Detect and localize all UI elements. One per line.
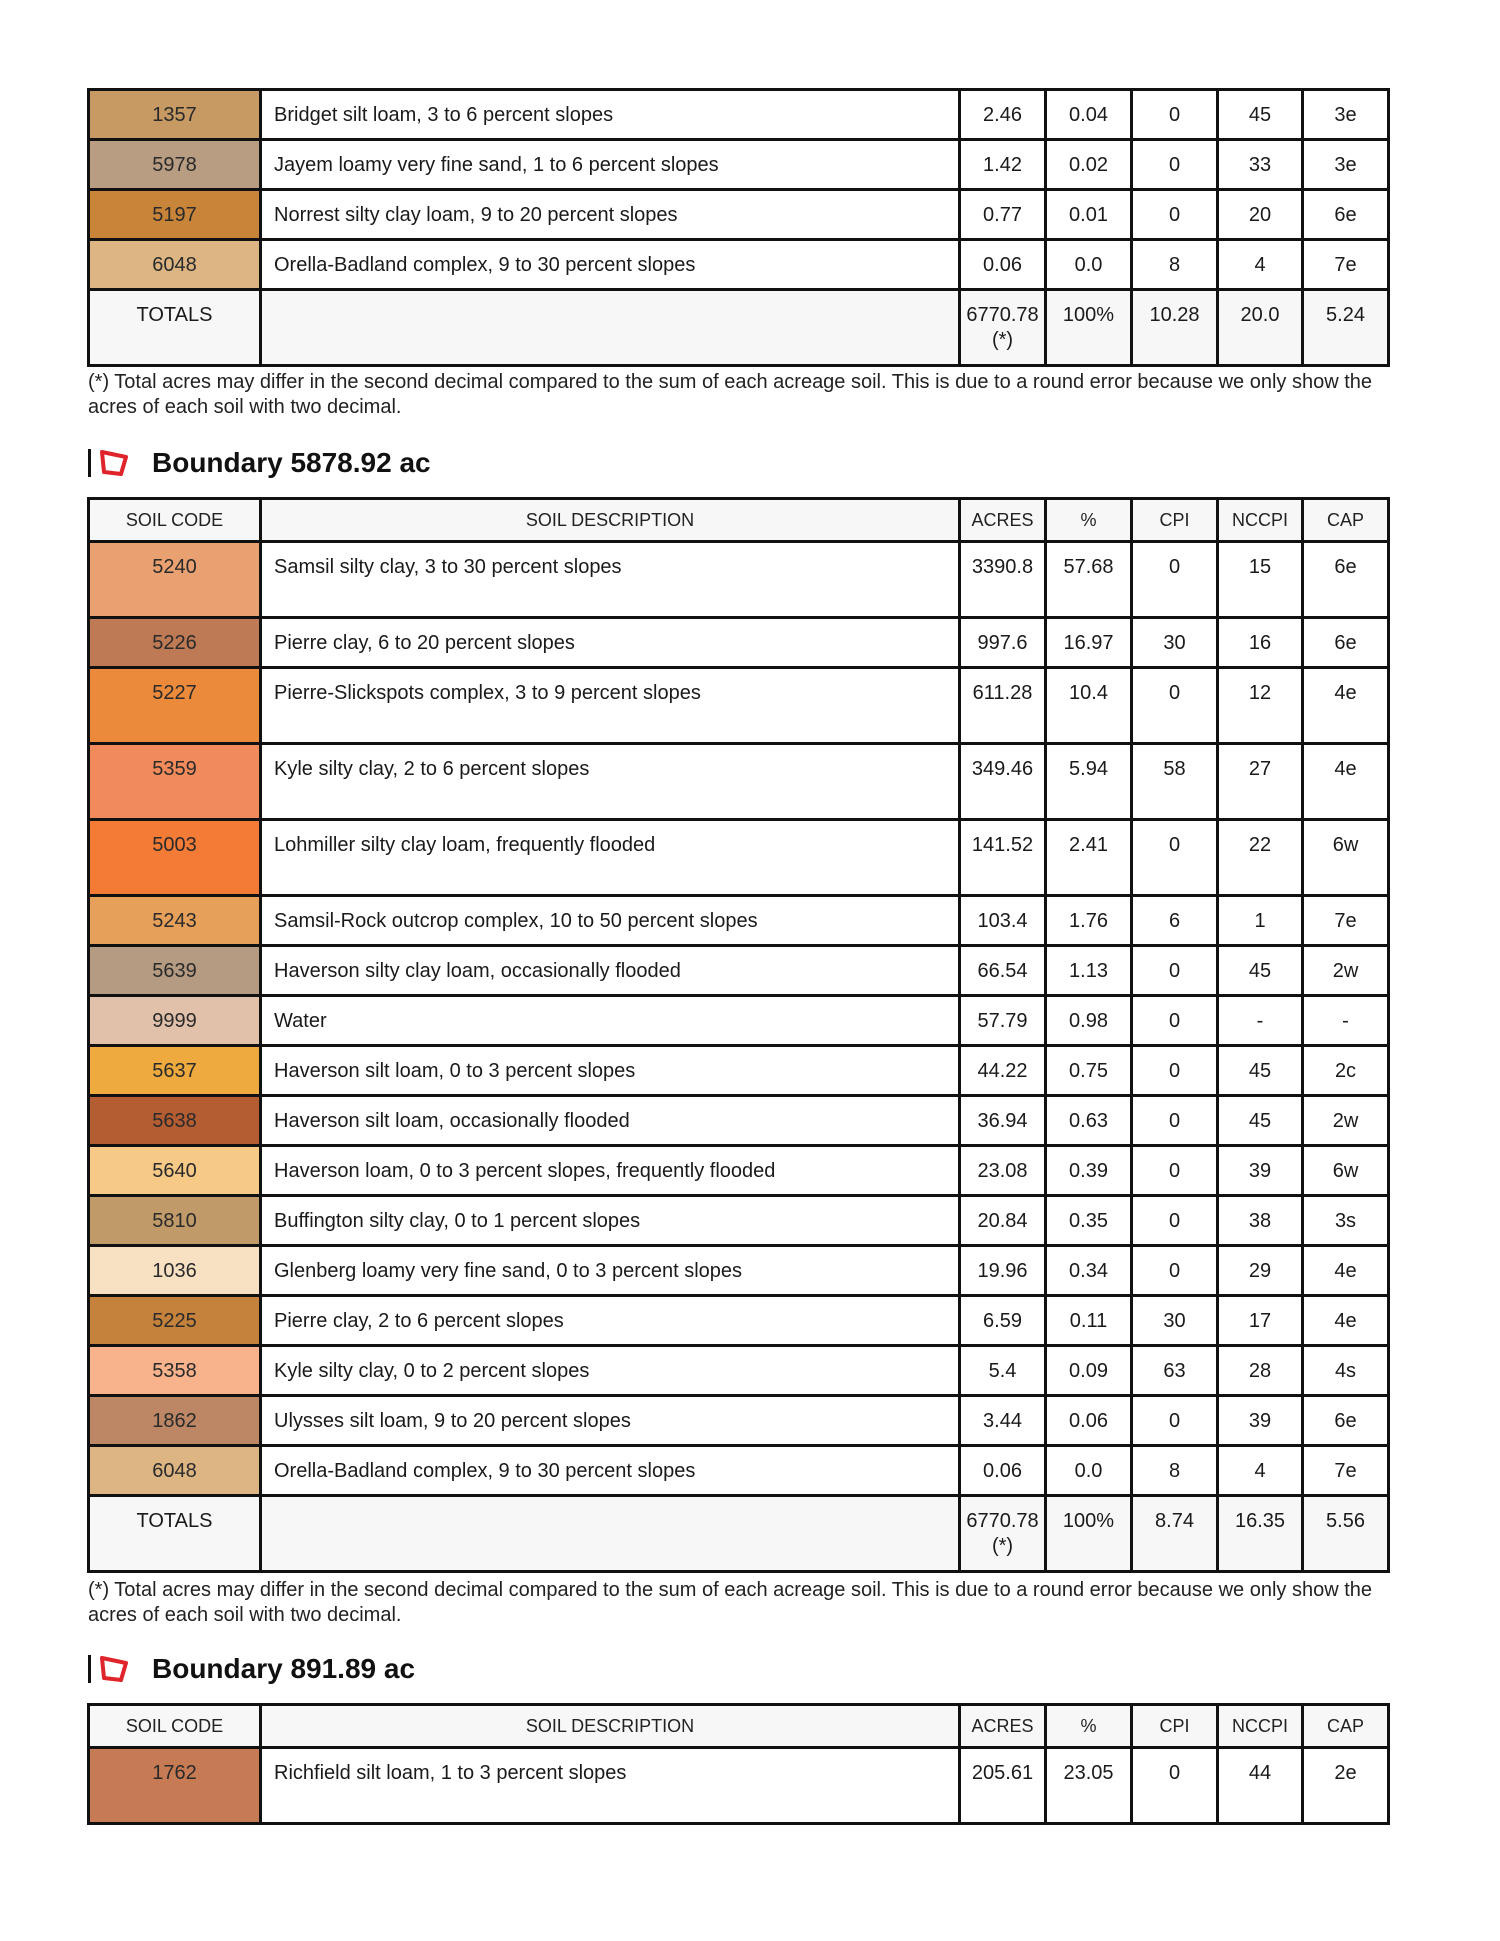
nccpi-cell: 44 bbox=[1218, 1748, 1303, 1824]
col-header-nccpi: NCCPI bbox=[1218, 1705, 1303, 1748]
boundary-polygon-icon bbox=[98, 1654, 132, 1684]
nccpi-cell: 16 bbox=[1218, 618, 1303, 668]
percent-cell: 23.05 bbox=[1046, 1748, 1132, 1824]
cpi-cell: 8 bbox=[1132, 240, 1218, 290]
table-row bbox=[89, 744, 1389, 820]
table-row bbox=[89, 946, 1389, 996]
cap-cell: 6e bbox=[1303, 190, 1389, 240]
cpi-cell: 30 bbox=[1132, 1296, 1218, 1346]
soil-description-cell: Samsil-Rock outcrop complex, 10 to 50 percent slopes bbox=[261, 896, 960, 946]
soil-description-cell: Orella-Badland complex, 9 to 30 percent slopes bbox=[261, 1446, 960, 1496]
acres-cell: 3390.8 bbox=[960, 542, 1046, 618]
cpi-cell: 6 bbox=[1132, 896, 1218, 946]
table-row bbox=[89, 1396, 1389, 1446]
percent-cell: 5.94 bbox=[1046, 744, 1132, 820]
soil-description-cell: Kyle silty clay, 0 to 2 percent slopes bbox=[261, 1346, 960, 1396]
percent-cell: 0.06 bbox=[1046, 1396, 1132, 1446]
totals-percent: 100% bbox=[1046, 290, 1132, 366]
col-header-cpi: CPI bbox=[1132, 499, 1218, 542]
soil-description-cell: Norrest silty clay loam, 9 to 20 percent slopes bbox=[261, 190, 960, 240]
soil-code-cell: 5197 bbox=[89, 190, 261, 240]
percent-cell: 1.76 bbox=[1046, 896, 1132, 946]
nccpi-cell: 39 bbox=[1218, 1146, 1303, 1196]
cap-cell: 4e bbox=[1303, 1296, 1389, 1346]
col-header-cap: CAP bbox=[1303, 1705, 1389, 1748]
totals-acres: 6770.78(*) bbox=[960, 1496, 1046, 1572]
table-row bbox=[89, 190, 1389, 240]
acres-cell: 141.52 bbox=[960, 820, 1046, 896]
soil-description-cell: Bridget silt loam, 3 to 6 percent slopes bbox=[261, 90, 960, 140]
soil-description-cell: Jayem loamy very fine sand, 1 to 6 percent slopes bbox=[261, 140, 960, 190]
acres-cell: 0.77 bbox=[960, 190, 1046, 240]
cpi-cell: 0 bbox=[1132, 90, 1218, 140]
col-header-soil-code: SOIL CODE bbox=[89, 499, 261, 542]
nccpi-cell: 33 bbox=[1218, 140, 1303, 190]
nccpi-cell: 45 bbox=[1218, 90, 1303, 140]
percent-cell: 0.0 bbox=[1046, 240, 1132, 290]
boundary-title: Boundary 891.89 ac bbox=[152, 1653, 416, 1684]
cap-cell: 4s bbox=[1303, 1346, 1389, 1396]
cpi-cell: 0 bbox=[1132, 1748, 1218, 1824]
col-header-soil-description: SOIL DESCRIPTION bbox=[261, 499, 960, 542]
soil-code-cell: 5243 bbox=[89, 896, 261, 946]
table-row bbox=[89, 1748, 1389, 1824]
nccpi-cell: 28 bbox=[1218, 1346, 1303, 1396]
soil-code-cell: 5240 bbox=[89, 542, 261, 618]
nccpi-cell: 20 bbox=[1218, 190, 1303, 240]
percent-cell: 0.02 bbox=[1046, 140, 1132, 190]
boundary-polygon-icon bbox=[98, 448, 132, 478]
table-row bbox=[89, 240, 1389, 290]
table-row bbox=[89, 896, 1389, 946]
cpi-cell: 0 bbox=[1132, 1246, 1218, 1296]
soil-code-cell: 1036 bbox=[89, 1246, 261, 1296]
acres-cell: 6.59 bbox=[960, 1296, 1046, 1346]
totals-nccpi: 16.35 bbox=[1218, 1496, 1303, 1572]
nccpi-cell: 29 bbox=[1218, 1246, 1303, 1296]
cap-cell: 2w bbox=[1303, 946, 1389, 996]
col-header-percent: % bbox=[1046, 499, 1132, 542]
acres-cell: 20.84 bbox=[960, 1196, 1046, 1246]
totals-acres: 6770.78(*) bbox=[960, 290, 1046, 366]
soil-table-boundary-5878 bbox=[87, 497, 1390, 1573]
soil-description-cell: Buffington silty clay, 0 to 1 percent slopes bbox=[261, 1196, 960, 1246]
nccpi-cell: 4 bbox=[1218, 240, 1303, 290]
soil-description-cell: Haverson silt loam, 0 to 3 percent slopes bbox=[261, 1046, 960, 1096]
cpi-cell: 30 bbox=[1132, 618, 1218, 668]
soil-description-cell: Lohmiller silty clay loam, frequently flooded bbox=[261, 820, 960, 896]
cap-cell: 6w bbox=[1303, 820, 1389, 896]
soil-code-cell: 5638 bbox=[89, 1096, 261, 1146]
soil-code-cell: 5637 bbox=[89, 1046, 261, 1096]
percent-cell: 2.41 bbox=[1046, 820, 1132, 896]
cap-cell: - bbox=[1303, 996, 1389, 1046]
boundary-heading bbox=[88, 1651, 415, 1687]
table-row bbox=[89, 1296, 1389, 1346]
col-header-cpi: CPI bbox=[1132, 1705, 1218, 1748]
acres-cell: 2.46 bbox=[960, 90, 1046, 140]
cpi-cell: 0 bbox=[1132, 542, 1218, 618]
soil-description-cell: Pierre-Slickspots complex, 3 to 9 percent slopes bbox=[261, 668, 960, 744]
totals-cpi: 10.28 bbox=[1132, 290, 1218, 366]
table-row bbox=[89, 1196, 1389, 1246]
totals-description bbox=[261, 290, 960, 366]
acres-cell: 997.6 bbox=[960, 618, 1046, 668]
percent-cell: 0.0 bbox=[1046, 1446, 1132, 1496]
soil-table-body bbox=[89, 1748, 1389, 1824]
cpi-cell: 58 bbox=[1132, 744, 1218, 820]
cap-cell: 7e bbox=[1303, 1446, 1389, 1496]
acres-cell: 23.08 bbox=[960, 1146, 1046, 1196]
cap-cell: 6e bbox=[1303, 618, 1389, 668]
col-header-acres: ACRES bbox=[960, 499, 1046, 542]
totals-nccpi: 20.0 bbox=[1218, 290, 1303, 366]
cpi-cell: 0 bbox=[1132, 946, 1218, 996]
percent-cell: 10.4 bbox=[1046, 668, 1132, 744]
acres-cell: 36.94 bbox=[960, 1096, 1046, 1146]
cap-cell: 2c bbox=[1303, 1046, 1389, 1096]
percent-cell: 0.34 bbox=[1046, 1246, 1132, 1296]
soil-code-cell: 5810 bbox=[89, 1196, 261, 1246]
footnote: (*) Total acres may differ in the second decimal compared to the sum of each acreage soil. This is due to a round error because we only show the acres of each soil with two decimal. bbox=[88, 1579, 1373, 1626]
table-row bbox=[89, 90, 1389, 140]
cpi-cell: 0 bbox=[1132, 1396, 1218, 1446]
soil-description-cell: Orella-Badland complex, 9 to 30 percent slopes bbox=[261, 240, 960, 290]
table-row bbox=[89, 1346, 1389, 1396]
soil-description-cell: Haverson loam, 0 to 3 percent slopes, frequently flooded bbox=[261, 1146, 960, 1196]
cpi-cell: 63 bbox=[1132, 1346, 1218, 1396]
soil-description-cell: Samsil silty clay, 3 to 30 percent slopes bbox=[261, 542, 960, 618]
acres-cell: 611.28 bbox=[960, 668, 1046, 744]
acres-cell: 66.54 bbox=[960, 946, 1046, 996]
soil-description-cell: Ulysses silt loam, 9 to 20 percent slopes bbox=[261, 1396, 960, 1446]
soil-code-cell: 5226 bbox=[89, 618, 261, 668]
soil-code-cell: 5358 bbox=[89, 1346, 261, 1396]
soil-table-continued bbox=[87, 88, 1390, 367]
table-row bbox=[89, 1096, 1389, 1146]
soil-code-cell: 6048 bbox=[89, 1446, 261, 1496]
percent-cell: 0.11 bbox=[1046, 1296, 1132, 1346]
cap-cell: 4e bbox=[1303, 1246, 1389, 1296]
cap-cell: 3s bbox=[1303, 1196, 1389, 1246]
soil-code-cell: 6048 bbox=[89, 240, 261, 290]
percent-cell: 0.35 bbox=[1046, 1196, 1132, 1246]
soil-code-cell: 5227 bbox=[89, 668, 261, 744]
acres-cell: 1.42 bbox=[960, 140, 1046, 190]
nccpi-cell: 1 bbox=[1218, 896, 1303, 946]
nccpi-cell: 22 bbox=[1218, 820, 1303, 896]
percent-cell: 0.39 bbox=[1046, 1146, 1132, 1196]
percent-cell: 0.04 bbox=[1046, 90, 1132, 140]
table-row bbox=[89, 618, 1389, 668]
heading-divider bbox=[88, 1655, 91, 1683]
cap-cell: 4e bbox=[1303, 668, 1389, 744]
cap-cell: 6e bbox=[1303, 542, 1389, 618]
col-header-cap: CAP bbox=[1303, 499, 1389, 542]
nccpi-cell: 4 bbox=[1218, 1446, 1303, 1496]
soil-description-cell: Glenberg loamy very fine sand, 0 to 3 percent slopes bbox=[261, 1246, 960, 1296]
totals-row bbox=[89, 1496, 1389, 1572]
acres-cell: 57.79 bbox=[960, 996, 1046, 1046]
cpi-cell: 0 bbox=[1132, 140, 1218, 190]
table-row bbox=[89, 1246, 1389, 1296]
soil-table-body bbox=[89, 542, 1389, 1572]
col-header-soil-description: SOIL DESCRIPTION bbox=[261, 1705, 960, 1748]
totals-description bbox=[261, 1496, 960, 1572]
nccpi-cell: 27 bbox=[1218, 744, 1303, 820]
cap-cell: 4e bbox=[1303, 744, 1389, 820]
cap-cell: 7e bbox=[1303, 240, 1389, 290]
nccpi-cell: 45 bbox=[1218, 1096, 1303, 1146]
acres-cell: 5.4 bbox=[960, 1346, 1046, 1396]
soil-code-cell: 9999 bbox=[89, 996, 261, 1046]
acres-cell: 19.96 bbox=[960, 1246, 1046, 1296]
boundary-heading bbox=[88, 445, 431, 481]
soil-description-cell: Pierre clay, 6 to 20 percent slopes bbox=[261, 618, 960, 668]
table-row bbox=[89, 1446, 1389, 1496]
totals-percent: 100% bbox=[1046, 1496, 1132, 1572]
nccpi-cell: 12 bbox=[1218, 668, 1303, 744]
nccpi-cell: 45 bbox=[1218, 1046, 1303, 1096]
cap-cell: 3e bbox=[1303, 90, 1389, 140]
soil-table-boundary-891 bbox=[87, 1703, 1390, 1825]
nccpi-cell: 38 bbox=[1218, 1196, 1303, 1246]
cpi-cell: 8 bbox=[1132, 1446, 1218, 1496]
cap-cell: 2e bbox=[1303, 1748, 1389, 1824]
soil-code-cell: 5003 bbox=[89, 820, 261, 896]
table-row bbox=[89, 1146, 1389, 1196]
soil-description-cell: Pierre clay, 2 to 6 percent slopes bbox=[261, 1296, 960, 1346]
percent-cell: 0.98 bbox=[1046, 996, 1132, 1046]
boundary-title: Boundary 5878.92 ac bbox=[152, 447, 431, 478]
table-row bbox=[89, 140, 1389, 190]
nccpi-cell: 39 bbox=[1218, 1396, 1303, 1446]
nccpi-cell: 45 bbox=[1218, 946, 1303, 996]
acres-cell: 3.44 bbox=[960, 1396, 1046, 1446]
acres-cell: 103.4 bbox=[960, 896, 1046, 946]
totals-cap: 5.24 bbox=[1303, 290, 1389, 366]
col-header-acres: ACRES bbox=[960, 1705, 1046, 1748]
cap-cell: 3e bbox=[1303, 140, 1389, 190]
acres-cell: 44.22 bbox=[960, 1046, 1046, 1096]
cpi-cell: 0 bbox=[1132, 190, 1218, 240]
soil-description-cell: Richfield silt loam, 1 to 3 percent slopes bbox=[261, 1748, 960, 1824]
acres-cell: 349.46 bbox=[960, 744, 1046, 820]
cpi-cell: 0 bbox=[1132, 1096, 1218, 1146]
cap-cell: 6w bbox=[1303, 1146, 1389, 1196]
cap-cell: 6e bbox=[1303, 1396, 1389, 1446]
cpi-cell: 0 bbox=[1132, 820, 1218, 896]
soil-code-cell: 1357 bbox=[89, 90, 261, 140]
table-header-row bbox=[89, 1705, 1389, 1748]
soil-code-cell: 5359 bbox=[89, 744, 261, 820]
percent-cell: 0.09 bbox=[1046, 1346, 1132, 1396]
col-header-percent: % bbox=[1046, 1705, 1132, 1748]
soil-description-cell: Haverson silty clay loam, occasionally flooded bbox=[261, 946, 960, 996]
heading-divider bbox=[88, 449, 91, 477]
cpi-cell: 0 bbox=[1132, 996, 1218, 1046]
cap-cell: 2w bbox=[1303, 1096, 1389, 1146]
table-row bbox=[89, 820, 1389, 896]
soil-code-cell: 1762 bbox=[89, 1748, 261, 1824]
acres-cell: 0.06 bbox=[960, 1446, 1046, 1496]
nccpi-cell: 17 bbox=[1218, 1296, 1303, 1346]
percent-cell: 16.97 bbox=[1046, 618, 1132, 668]
totals-row bbox=[89, 290, 1389, 366]
table-row bbox=[89, 1046, 1389, 1096]
nccpi-cell: - bbox=[1218, 996, 1303, 1046]
soil-code-cell: 5639 bbox=[89, 946, 261, 996]
soil-description-cell: Haverson silt loam, occasionally flooded bbox=[261, 1096, 960, 1146]
col-header-nccpi: NCCPI bbox=[1218, 499, 1303, 542]
soil-code-cell: 1862 bbox=[89, 1396, 261, 1446]
totals-cpi: 8.74 bbox=[1132, 1496, 1218, 1572]
nccpi-cell: 15 bbox=[1218, 542, 1303, 618]
totals-label: TOTALS bbox=[89, 1496, 261, 1572]
table-row bbox=[89, 996, 1389, 1046]
cpi-cell: 0 bbox=[1132, 1046, 1218, 1096]
percent-cell: 1.13 bbox=[1046, 946, 1132, 996]
cpi-cell: 0 bbox=[1132, 1196, 1218, 1246]
soil-code-cell: 5225 bbox=[89, 1296, 261, 1346]
percent-cell: 0.01 bbox=[1046, 190, 1132, 240]
footnote: (*) Total acres may differ in the second decimal compared to the sum of each acreage soil. This is due to a round error because we only show the acres of each soil with two decimal. bbox=[88, 371, 1373, 418]
cpi-cell: 0 bbox=[1132, 668, 1218, 744]
acres-cell: 0.06 bbox=[960, 240, 1046, 290]
cpi-cell: 0 bbox=[1132, 1146, 1218, 1196]
cap-cell: 7e bbox=[1303, 896, 1389, 946]
col-header-soil-code: SOIL CODE bbox=[89, 1705, 261, 1748]
percent-cell: 0.75 bbox=[1046, 1046, 1132, 1096]
table-row bbox=[89, 668, 1389, 744]
soil-code-cell: 5640 bbox=[89, 1146, 261, 1196]
totals-cap: 5.56 bbox=[1303, 1496, 1389, 1572]
soil-description-cell: Kyle silty clay, 2 to 6 percent slopes bbox=[261, 744, 960, 820]
percent-cell: 57.68 bbox=[1046, 542, 1132, 618]
soil-code-cell: 5978 bbox=[89, 140, 261, 190]
percent-cell: 0.63 bbox=[1046, 1096, 1132, 1146]
table-row bbox=[89, 542, 1389, 618]
acres-cell: 205.61 bbox=[960, 1748, 1046, 1824]
soil-table-body bbox=[89, 90, 1389, 366]
soil-description-cell: Water bbox=[261, 996, 960, 1046]
totals-label: TOTALS bbox=[89, 290, 261, 366]
table-header-row bbox=[89, 499, 1389, 542]
